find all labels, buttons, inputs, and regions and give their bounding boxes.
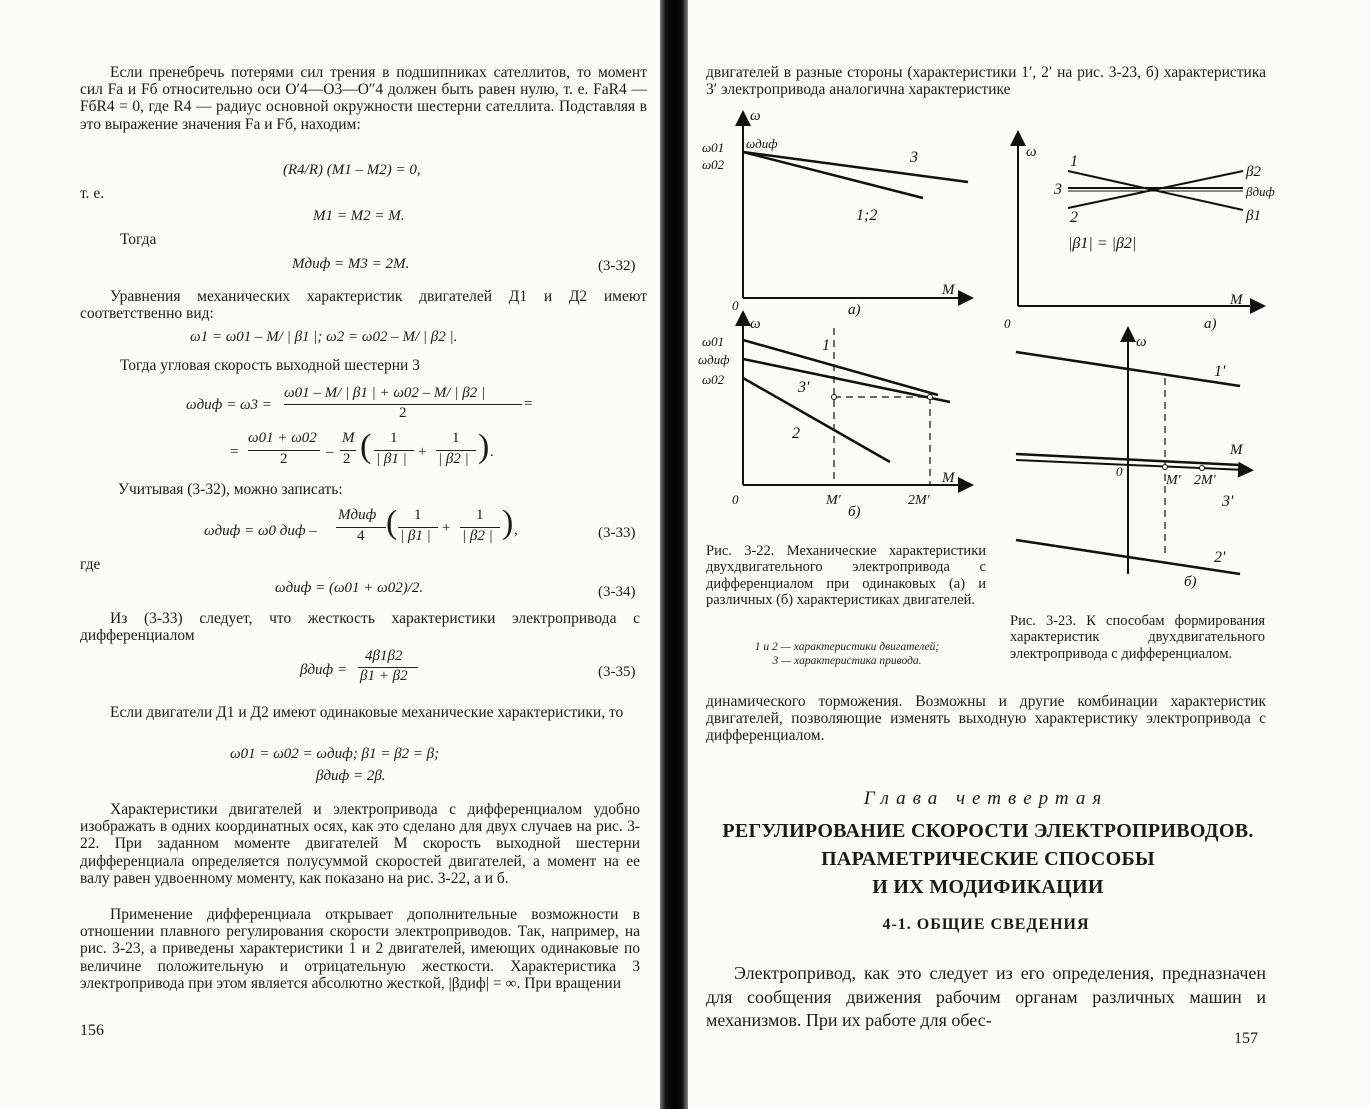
axis-label-M: M	[942, 282, 955, 298]
axis-label-M: M	[1230, 442, 1243, 458]
paragraph: двигателей в разные стороны (характеристики 1′, 2′ на рис. 3-23, б) характеристика 3′ электропривода аналогична характеристике	[706, 64, 1266, 99]
paragraph: Из (3-33) следует, что жесткость характеристики электропривода с дифференциалом	[80, 610, 640, 645]
paragraph: Применение дифференциала открывает дополнительные возможности в отношении плавного регулирования скорости электроприводов. Так, например, на рис. 3-23, а приведены характеристики 1 и 2 двигателей, имеющих одинаковые по величине положительную и отрицательную жесткости. Характеристика 3 электропривода при этом является абсолютно жесткой, |βдиф| = ∞. При вращении	[80, 906, 640, 992]
paragraph: динамического торможения. Возможны и другие комбинации характеристик двигателей, позволяющие изменять выходную характеристику электропривода с дифференциалом.	[706, 693, 1266, 745]
label-3: 3′	[798, 379, 810, 396]
axis-label-M: M	[942, 470, 955, 486]
curve-3	[743, 152, 968, 182]
paren-open: (	[360, 428, 372, 465]
paragraph: Если пренебречь потерями сил трения в подшипниках сателлитов, то момент сил Fа и Fб относительно оси O′4—O3—O″4 должен быть равен нулю, т. е. FаR4 — FбR4 = 0, где R4 — радиус основной окружности шестерни сателлита. Подставляя в это выражение значения Fа и Fб, находим:	[80, 64, 647, 133]
label-wdif: ωдиф	[746, 136, 778, 151]
equation: Mдиф = M3 = 2M.	[292, 256, 410, 272]
page-number: 157	[1234, 1030, 1258, 1047]
fraction-denominator: | β1 |	[400, 528, 431, 544]
equation: ω01 = ω02 = ωдиф; β1 = β2 = β;	[230, 746, 440, 762]
label-a: а)	[848, 302, 861, 318]
chapter-title-line: РЕГУЛИРОВАНИЕ СКОРОСТИ ЭЛЕКТРОПРИВОДОВ.	[722, 820, 1254, 842]
label-2: 2	[792, 425, 800, 442]
equation: βдиф = 2β.	[316, 768, 386, 784]
equation: ωдиф = ω3 =	[186, 397, 272, 413]
fraction-numerator: Mдиф	[338, 507, 377, 523]
figure-legend: 1 и 2 — характеристики двигателей;	[754, 641, 940, 653]
figure-legend: 3 — характеристика привода.	[772, 655, 922, 667]
label-w01: ω01	[702, 334, 725, 349]
minus-sign: –	[326, 444, 334, 460]
label-beta1: β1	[1246, 208, 1261, 224]
x-axis	[1016, 460, 1246, 470]
equals-sign: =	[524, 396, 533, 412]
fraction-denominator: | β1 |	[376, 451, 407, 467]
label-2M-prime: 2M′	[908, 493, 930, 508]
label-zero: 0	[732, 492, 739, 507]
label-3: 3	[910, 149, 918, 166]
chapter-heading: Глава четвертая	[863, 788, 1109, 809]
figure-caption: Рис. 3-23. К способам формирования характеристик двухдвигательного электропривода с дифференциалом.	[1010, 612, 1265, 662]
paragraph: Характеристики двигателей и электропривода с дифференциалом удобно изображать в одних координатных осях, как это сделано для двух случаев на рис. 3-22. При заданном моменте двигателей M скорость выходной шестерни дифференциала определяется полусуммой скоростей двигателей, а момент на ее валу равен удвоенному моменту, как показано на рис. 3-22, а и б.	[80, 801, 640, 887]
fraction-denominator: 4	[357, 528, 365, 544]
equation: ωдиф = ω0 диф –	[204, 523, 317, 539]
equation-number: (3-34)	[598, 584, 636, 600]
equation: M1 = M2 = M.	[313, 208, 405, 224]
label-w01: ω01	[702, 140, 725, 155]
fraction-denominator: | β2 |	[438, 451, 469, 467]
section-heading: 4-1. ОБЩИЕ СВЕДЕНИЯ	[882, 916, 1090, 933]
book-spine	[660, 0, 688, 1109]
fraction-numerator: 1	[414, 507, 422, 523]
label-zero: 0	[732, 298, 739, 313]
equation: ω1 = ω01 – M/ | β1 |; ω2 = ω02 – M/ | β2 |.	[190, 329, 458, 345]
fraction-numerator: ω01 – M/ | β1 | + ω02 – M/ | β2 |	[284, 385, 486, 401]
label-1-2: 1;2	[856, 207, 878, 224]
paren-open: (	[386, 504, 398, 541]
label-zero: 0	[1004, 316, 1011, 331]
equation: (R4/R) (M1 – M2) = 0,	[283, 162, 421, 178]
label-2M-prime: 2M′	[1194, 473, 1216, 488]
axis-label-omega: ω	[750, 316, 761, 332]
label-zero: 0	[1116, 464, 1123, 479]
label-2-prime: 2′	[1214, 549, 1226, 566]
equation-number: (3-33)	[598, 525, 636, 541]
point	[928, 395, 933, 400]
label-M-prime: M′	[826, 493, 841, 508]
label-wdif: ωдиф	[698, 352, 730, 367]
fraction-numerator: ω01 + ω02	[248, 430, 317, 446]
point	[1200, 466, 1205, 471]
left-page	[0, 0, 660, 1109]
figure-3-23	[1004, 128, 1278, 598]
label-w02: ω02	[702, 372, 725, 387]
label-1-prime: 1′	[1214, 363, 1226, 380]
label-1: 1	[1070, 153, 1078, 170]
chapter-title-line: ПАРАМЕТРИЧЕСКИЕ СПОСОБЫ	[821, 848, 1155, 870]
paragraph: Тогда угловая скорость выходной шестерни 3	[120, 357, 420, 374]
period: .	[490, 444, 494, 460]
fraction-numerator: M	[342, 430, 355, 446]
plus-sign: +	[442, 520, 451, 536]
paren-close: )	[478, 428, 490, 465]
point	[832, 395, 837, 400]
paragraph: Если двигатели Д1 и Д2 имеют одинаковые механические характеристики, то	[110, 704, 624, 721]
axis-label-omega: ω	[1026, 144, 1037, 160]
fraction-denominator: 2	[343, 451, 351, 467]
page-number: 156	[80, 1022, 104, 1039]
label-3: 3	[1054, 181, 1062, 198]
paragraph: Уравнения механических характеристик двигателей Д1 и Д2 имеют соответственно вид:	[80, 288, 647, 323]
axis-label-omega: ω	[1136, 334, 1147, 350]
label-beta-dif: βдиф	[1246, 184, 1275, 199]
label-2: 2	[1070, 209, 1078, 226]
label-1: 1	[822, 337, 830, 354]
equation-number: (3-32)	[598, 258, 636, 274]
paragraph: Электропривод, как это следует из его определения, предназначен для сообщения движения рабочим органам различных машин и механизмов. При их работе для обес-	[706, 963, 1266, 1030]
paragraph: Учитывая (3-32), можно записать:	[118, 481, 343, 498]
paren-close: )	[502, 504, 514, 541]
curve-2	[743, 378, 890, 462]
fraction-denominator: 2	[399, 405, 407, 421]
fraction-numerator: 1	[476, 507, 484, 523]
fraction-denominator: | β2 |	[462, 528, 493, 544]
paragraph: Тогда	[120, 231, 157, 248]
curve-1-2	[743, 152, 923, 198]
equals-sign: =	[230, 444, 239, 460]
fraction-denominator: 2	[280, 451, 288, 467]
chapter-title-line: И ИХ МОДИФИКАЦИИ	[872, 876, 1104, 898]
plus-sign: +	[418, 444, 427, 460]
fraction-denominator: β1 + β2	[360, 668, 408, 684]
comma: ,	[514, 522, 518, 538]
label-beta-equality: |β1| = |β2|	[1068, 235, 1137, 252]
label-b: б)	[848, 504, 861, 520]
label-3-prime: 3′	[1222, 493, 1234, 510]
equation-number: (3-35)	[598, 664, 636, 680]
axis-label-omega: ω	[750, 108, 761, 124]
equation: ωдиф = (ω01 + ω02)/2.	[275, 580, 424, 596]
point	[1163, 465, 1168, 470]
paragraph: где	[80, 556, 101, 573]
fraction-numerator: 4β1β2	[365, 648, 403, 664]
label-b: б)	[1184, 574, 1197, 590]
fraction-numerator: 1	[390, 430, 398, 446]
figure-3-22	[688, 100, 1008, 520]
equation: βдиф =	[300, 662, 348, 678]
paragraph: т. е.	[80, 185, 105, 202]
label-beta2: β2	[1246, 164, 1261, 180]
curve-1	[743, 340, 938, 395]
figure-caption: Рис. 3-22. Механические характеристики двухдвигательного электропривода с дифференциалом при одинаковых (а) и различных (б) характеристиках двигателей.	[706, 542, 986, 608]
fraction-numerator: 1	[452, 430, 460, 446]
label-a: а)	[1204, 316, 1217, 332]
label-M-prime: M′	[1166, 473, 1181, 488]
axis-label-M: M	[1230, 292, 1243, 308]
right-page	[688, 0, 1370, 1109]
label-w02: ω02	[702, 157, 725, 172]
